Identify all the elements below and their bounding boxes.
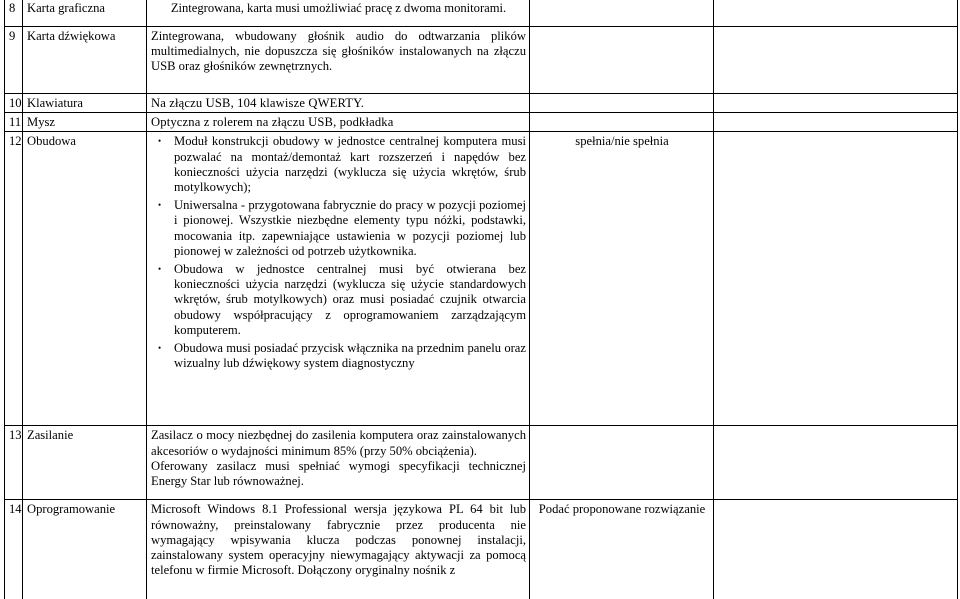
table-row (5, 500, 958, 599)
requirement-text: Zasilacz o mocy niezbędnej do zasilenia komputera oraz zainstalowanych akcesoriów o wydajności minimum 85% (przy 50% obciążenia). (151, 428, 526, 458)
compliance-cell (530, 94, 714, 113)
list-item (151, 262, 526, 338)
table-row (5, 94, 958, 113)
requirement-description (147, 426, 530, 500)
component-name: Obudowa (23, 132, 147, 426)
row-number: 14 (5, 500, 23, 599)
table-row (5, 113, 958, 132)
row-number: 8 (5, 0, 23, 27)
compliance-cell: Podać proponowane rozwiązanie (530, 500, 714, 599)
requirement-text: Zintegrowana, karta musi umożliwiać pracę z dwoma monitorami. (170, 1, 507, 15)
requirement-bullet-list (151, 134, 526, 371)
requirement-description (147, 500, 530, 599)
table-row (5, 426, 958, 500)
empty-cell (714, 0, 958, 27)
requirement-text: Optyczna z rolerem na złączu USB, podkładka (151, 115, 394, 130)
list-item (151, 341, 526, 371)
component-name: Klawiatura (23, 94, 147, 113)
empty-cell (714, 94, 958, 113)
requirement-text: Zintegrowana, wbudowany głośnik audio do odtwarzania plików multimedialnych, nie dopuszcza się głośników instalowanych na złączu USB oraz głośników zewnętrznych. (151, 29, 526, 74)
component-name: Karta graficzna (23, 0, 147, 27)
component-name: Mysz (23, 113, 147, 132)
list-item (151, 134, 526, 195)
requirement-text: Na złączu USB, 104 klawisze QWERTY. (151, 96, 365, 110)
requirement-description (147, 132, 530, 426)
bullet-text: Moduł konstrukcji obudowy w jednostce centralnej komputera musi pozwalać na montaż/demontaż kart rozszerzeń i napędów bez konieczności użycia narzędzi (wyklucza się użycia wkrętów, śrub motylkowych); (174, 134, 526, 195)
compliance-cell: spełnia/nie spełnia (530, 132, 714, 426)
requirement-description (147, 27, 530, 94)
compliance-cell (530, 27, 714, 94)
empty-cell (714, 27, 958, 94)
empty-cell (714, 113, 958, 132)
component-name: Oprogramowanie (23, 500, 147, 599)
empty-cell (714, 500, 958, 599)
bullet-icon: • (158, 343, 162, 354)
bullet-icon: • (158, 200, 162, 211)
compliance-cell (530, 0, 714, 27)
table-row (5, 27, 958, 94)
empty-cell (714, 132, 958, 426)
requirement-description (147, 113, 530, 132)
component-name: Zasilanie (23, 426, 147, 500)
row-number: 9 (5, 27, 23, 94)
bullet-icon: • (158, 136, 162, 147)
table-row (5, 0, 958, 27)
row-number: 12 (5, 132, 23, 426)
table-row (5, 132, 958, 426)
requirement-description (147, 0, 530, 27)
specification-table (4, 0, 958, 599)
bullet-text: Obudowa w jednostce centralnej musi być otwierana bez konieczności użycia narzędzi (wyklucza się użycie standardowych wkrętów, śrub motylkowych) oraz musi posiadać czujnik otwarcia obudowy współpracujący z oprogramowaniem zarządzającym komputerem. (174, 262, 526, 337)
row-number: 11 (5, 113, 23, 132)
requirement-text: Oferowany zasilacz musi spełniać wymogi specyfikacji technicznej Energy Star lub równoważnej. (151, 458, 526, 489)
list-item (151, 198, 526, 259)
bullet-icon: • (158, 264, 162, 275)
bullet-text: Obudowa musi posiadać przycisk włącznika na przednim panelu oraz wizualny lub dźwiękowy system diagnostyczny (174, 341, 526, 371)
row-number: 13 (5, 426, 23, 500)
component-name: Karta dźwiękowa (23, 27, 147, 94)
bullet-text: Uniwersalna - przygotowana fabrycznie do pracy w pozycji poziomej i pionowej. Wszystkie niezbędne elementy typu nóżki, podstawki, mocowania itp. zapewniające ustawienia w pozycji poziomej lub pionowej w zależności od potrzeb użytkownika. (174, 198, 526, 258)
requirement-text: Microsoft Windows 8.1 Professional wersja językowa PL 64 bit lub równoważny, preinstalowany fabrycznie przez producenta nie wymagający wpisywania klucza podczas ponownej instalacji, zainstalowany system operacyjny niewymagający aktywacji za pomocą telefonu w firmie Microsoft. Dołączony oryginalny nośnik z (151, 502, 526, 578)
compliance-cell (530, 426, 714, 500)
row-number: 10 (5, 94, 23, 113)
empty-cell (714, 426, 958, 500)
requirement-description (147, 94, 530, 113)
compliance-cell (530, 113, 714, 132)
